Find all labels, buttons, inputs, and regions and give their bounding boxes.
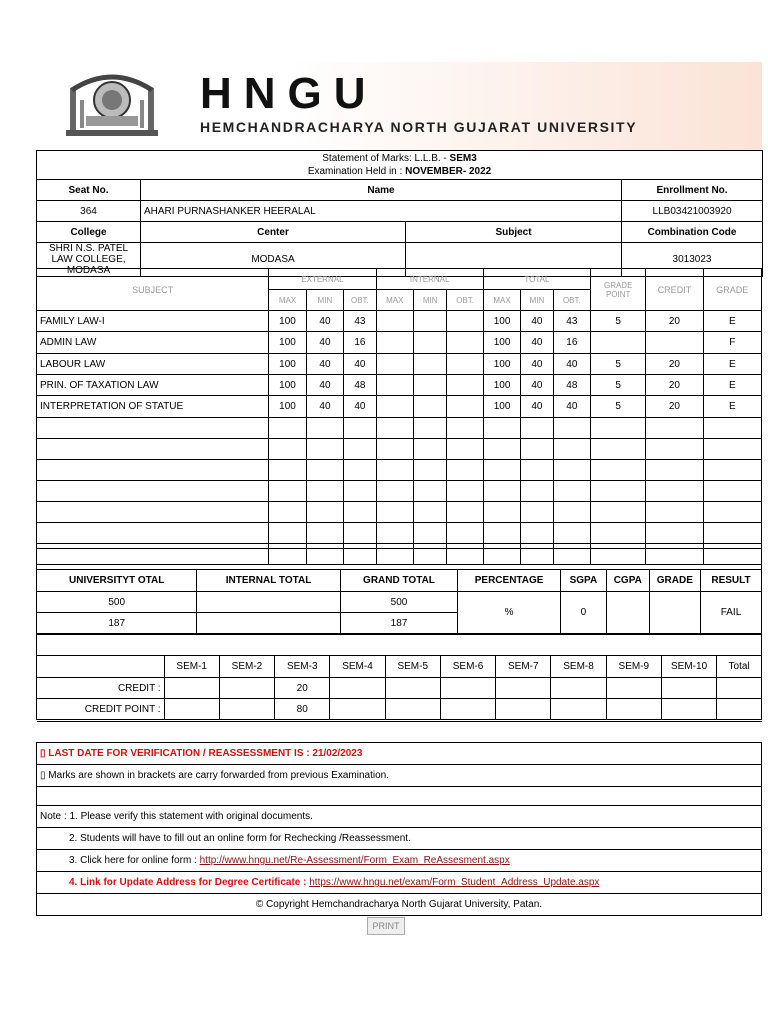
statement-title — [37, 151, 763, 180]
marks-cell-empty — [37, 439, 269, 460]
university-total-header: UNIVERSITYT OTAL — [37, 570, 197, 592]
college-value: SHRI N.S. PATEL LAW COLLEGE, MODASA — [37, 243, 141, 277]
marks-cell-empty — [306, 439, 343, 460]
marks-cell-empty — [483, 439, 520, 460]
marks-cell-empty — [553, 439, 591, 460]
grade-point-header: GRADE POINT — [591, 269, 646, 311]
marks-cell-empty — [37, 481, 269, 502]
combination-code-header: Combination Code — [622, 222, 763, 243]
credit-point-row-cell — [440, 699, 495, 720]
marks-cell-int-obt — [447, 375, 483, 396]
tot-min-header: MIN — [521, 290, 553, 311]
marks-cell-empty — [344, 481, 376, 502]
marks-cell-gp — [591, 332, 646, 354]
marks-cell-gp: 5 — [591, 354, 646, 375]
semester-header: SEM-2 — [219, 656, 274, 678]
marks-cell-empty — [521, 439, 553, 460]
marks-cell-credit: 20 — [646, 375, 703, 396]
marks-cell-int-max — [376, 354, 413, 375]
last-date-notice — [37, 743, 762, 765]
subject-header: Subject — [406, 222, 622, 243]
credit-row-cell — [385, 678, 440, 699]
marks-cell-ext-min: 40 — [306, 375, 343, 396]
university-total-max: 500 — [37, 592, 197, 613]
grade-summary-header: GRADE — [649, 570, 700, 592]
enrollment-header: Enrollment No. — [622, 180, 763, 201]
credit-row-label: CREDIT : — [37, 678, 165, 699]
spacer-cell — [37, 635, 762, 656]
marks-cell-int-min — [414, 332, 447, 354]
marks-cell-grade: E — [703, 354, 761, 375]
credit-row-cell — [606, 678, 661, 699]
marks-cell-empty — [646, 460, 703, 481]
semester-header: SEM-5 — [385, 656, 440, 678]
marks-cell-credit: 20 — [646, 354, 703, 375]
marks-cell-tot-max: 100 — [483, 311, 520, 332]
marks-cell-empty — [306, 502, 343, 523]
semester-header: SEM-6 — [440, 656, 495, 678]
summary-table — [36, 569, 762, 634]
marks-cell-empty — [703, 460, 761, 481]
marks-cell-empty — [553, 460, 591, 481]
notices-table — [36, 721, 762, 916]
note-4 — [37, 872, 762, 894]
semester-header: SEM-8 — [551, 656, 606, 678]
marks-cell-empty — [483, 481, 520, 502]
note-2: 2. Students will have to fill out an online form for Rechecking /Reassessment. — [37, 828, 762, 850]
marks-cell-empty — [591, 460, 646, 481]
marks-cell-empty — [483, 418, 520, 439]
print-button[interactable]: PRINT — [367, 917, 405, 935]
int-min-header: MIN — [414, 290, 447, 311]
marks-cell-int-max — [376, 375, 413, 396]
marks-cell-grade: E — [703, 375, 761, 396]
university-full-name: HEMCHANDRACHARYA NORTH GUJARAT UNIVERSITY — [200, 119, 638, 135]
marks-cell-empty — [447, 523, 483, 544]
sgpa-value: 0 — [560, 592, 606, 634]
combination-code-value: 3013023 — [622, 243, 763, 277]
student-info-table — [36, 150, 763, 277]
spacer-cell — [37, 549, 762, 570]
marks-cell-tot-min: 40 — [521, 375, 553, 396]
marks-cell-credit — [646, 332, 703, 354]
marks-cell-ext-max: 100 — [269, 354, 306, 375]
student-name-value: AHARI PURNASHANKER HEERALAL — [141, 201, 622, 222]
marks-cell-empty — [269, 523, 306, 544]
marks-cell-empty — [591, 418, 646, 439]
marks-cell-ext-max: 100 — [269, 332, 306, 354]
marks-cell-empty — [376, 481, 413, 502]
college-header: College — [37, 222, 141, 243]
marks-cell-empty — [269, 502, 306, 523]
marks-row-empty — [37, 460, 762, 481]
marks-cell-empty — [447, 460, 483, 481]
credit-header: CREDIT — [646, 269, 703, 311]
marks-cell-empty — [269, 439, 306, 460]
university-logo-icon — [62, 70, 162, 138]
marks-cell-subject: PRIN. OF TAXATION LAW — [37, 375, 269, 396]
marks-row-empty — [37, 418, 762, 439]
marks-cell-int-min — [414, 354, 447, 375]
credit-row-cell — [551, 678, 606, 699]
marks-cell-grade: F — [703, 332, 761, 354]
internal-header: INTERNAL — [376, 269, 483, 290]
ext-max-header: MAX — [269, 290, 306, 311]
notice-bullet-icon: ▯ — [40, 770, 46, 781]
credit-point-row-cell — [551, 699, 606, 720]
marks-cell-empty — [483, 460, 520, 481]
marks-cell-int-min — [414, 375, 447, 396]
marks-cell-credit: 20 — [646, 396, 703, 418]
marks-cell-empty — [703, 439, 761, 460]
credit-row-cell — [496, 678, 551, 699]
marks-cell-empty — [553, 481, 591, 502]
marks-cell-tot-max: 100 — [483, 396, 520, 418]
marks-cell-empty — [344, 523, 376, 544]
marks-cell-empty — [306, 523, 343, 544]
sgpa-header: SGPA — [560, 570, 606, 592]
marks-cell-empty — [376, 460, 413, 481]
tot-max-header: MAX — [483, 290, 520, 311]
marks-cell-tot-obt: 40 — [553, 354, 591, 375]
marks-cell-empty — [37, 460, 269, 481]
marks-cell-int-min — [414, 396, 447, 418]
credit-point-row-cell — [219, 699, 274, 720]
credit-point-row-cell — [606, 699, 661, 720]
semester-header: SEM-3 — [275, 656, 330, 678]
center-header: Center — [141, 222, 406, 243]
brackets-notice — [37, 765, 762, 787]
marks-cell-empty — [414, 418, 447, 439]
marks-cell-empty — [646, 439, 703, 460]
marks-cell-ext-max: 100 — [269, 396, 306, 418]
marks-row — [37, 311, 762, 332]
marks-cell-empty — [703, 418, 761, 439]
marks-cell-grade: E — [703, 311, 761, 332]
marks-cell-tot-max: 100 — [483, 332, 520, 354]
result-value: FAIL — [700, 592, 761, 634]
marks-cell-empty — [306, 481, 343, 502]
internal-total-header: INTERNAL TOTAL — [197, 570, 340, 592]
marks-cell-ext-max: 100 — [269, 375, 306, 396]
marks-cell-int-max — [376, 311, 413, 332]
marks-cell-empty — [646, 523, 703, 544]
marks-cell-empty — [447, 418, 483, 439]
credit-row — [37, 678, 762, 699]
marks-cell-empty — [376, 439, 413, 460]
semester-credit-table — [36, 655, 762, 720]
seat-no-value: 364 — [37, 201, 141, 222]
credit-row-cell — [330, 678, 385, 699]
marks-cell-empty — [521, 481, 553, 502]
copyright: © Copyright Hemchandracharya North Gujarat University, Patan. — [37, 894, 762, 916]
marks-cell-empty — [414, 481, 447, 502]
semester-header: SEM-4 — [330, 656, 385, 678]
exam-held-label: Examination Held in : — [307, 166, 403, 177]
marks-cell-int-obt — [447, 311, 483, 332]
marks-cell-empty — [37, 523, 269, 544]
marks-cell-tot-obt: 48 — [553, 375, 591, 396]
credit-row-cell: 20 — [275, 678, 330, 699]
marks-cell-tot-min: 40 — [521, 396, 553, 418]
grand-total-header: GRAND TOTAL — [340, 570, 458, 592]
marks-cell-empty — [376, 418, 413, 439]
marks-cell-empty — [344, 439, 376, 460]
credit-row-cell — [164, 678, 219, 699]
grade-value — [649, 592, 700, 634]
marks-cell-empty — [703, 502, 761, 523]
credit-point-row — [37, 699, 762, 720]
marks-row — [37, 375, 762, 396]
marks-cell-empty — [37, 502, 269, 523]
marks-cell-tot-max: 100 — [483, 354, 520, 375]
marks-row — [37, 396, 762, 418]
marks-cell-empty — [646, 481, 703, 502]
credit-row-cell — [440, 678, 495, 699]
marks-cell-empty — [269, 418, 306, 439]
marks-cell-tot-max: 100 — [483, 375, 520, 396]
marks-cell-empty — [447, 439, 483, 460]
marks-cell-empty — [447, 481, 483, 502]
marks-subject-header: SUBJECT — [37, 269, 269, 311]
semester-label: SEM3 — [449, 153, 477, 164]
marks-cell-credit: 20 — [646, 311, 703, 332]
marks-cell-ext-obt: 16 — [344, 332, 376, 354]
note-3 — [37, 850, 762, 872]
semester-header-row — [37, 656, 762, 678]
marks-cell-empty — [414, 523, 447, 544]
spacer-1 — [36, 548, 762, 570]
marks-cell-ext-obt: 40 — [344, 396, 376, 418]
cgpa-header: CGPA — [606, 570, 649, 592]
last-date-text: LAST DATE FOR VERIFICATION / REASSESSMENT IS : 21/02/2023 — [48, 748, 363, 759]
marks-cell-subject: FAMILY LAW-I — [37, 311, 269, 332]
credit-row-cell — [219, 678, 274, 699]
grand-total-obt: 187 — [340, 613, 458, 634]
university-total-obt: 187 — [37, 613, 197, 634]
marks-cell-empty — [703, 481, 761, 502]
marks-cell-int-obt — [447, 332, 483, 354]
marks-row-empty — [37, 523, 762, 544]
marks-cell-tot-obt: 43 — [553, 311, 591, 332]
semester-corner-cell — [37, 656, 165, 678]
marks-cell-empty — [646, 418, 703, 439]
marks-cell-empty — [414, 502, 447, 523]
marks-cell-tot-obt: 40 — [553, 396, 591, 418]
marks-cell-ext-min: 40 — [306, 332, 343, 354]
semester-credit-body — [37, 656, 762, 720]
percentage-header: PERCENTAGE — [458, 570, 561, 592]
marks-cell-ext-obt: 40 — [344, 354, 376, 375]
university-short-name: HNGU — [200, 69, 378, 118]
note-4-label: 4. Link for Update Address for Degree Certificate : — [69, 877, 307, 888]
marks-cell-tot-min: 40 — [521, 332, 553, 354]
name-header: Name — [141, 180, 622, 201]
marks-cell-int-min — [414, 311, 447, 332]
grade-header: GRADE — [703, 269, 761, 311]
marks-row-empty — [37, 439, 762, 460]
marks-cell-ext-min: 40 — [306, 354, 343, 375]
credit-point-row-cell — [496, 699, 551, 720]
semester-header: SEM-7 — [496, 656, 551, 678]
marks-cell-int-obt — [447, 396, 483, 418]
marks-cell-empty — [521, 418, 553, 439]
semester-header: SEM-1 — [164, 656, 219, 678]
address-update-link[interactable]: https://www.hngu.net/exam/Form_Student_Address_Update.aspx — [309, 877, 600, 888]
marks-cell-subject: ADMIN LAW — [37, 332, 269, 354]
credit-point-row-cell — [385, 699, 440, 720]
total-header: TOTAL — [483, 269, 590, 290]
marks-cell-empty — [306, 418, 343, 439]
marks-cell-empty — [521, 523, 553, 544]
marks-cell-empty — [414, 460, 447, 481]
marks-cell-subject: INTERPRETATION OF STATUE — [37, 396, 269, 418]
marks-cell-empty — [414, 439, 447, 460]
grand-total-max: 500 — [340, 592, 458, 613]
marks-table — [36, 268, 762, 565]
marks-cell-ext-min: 40 — [306, 396, 343, 418]
int-obt-header: OBT. — [447, 290, 483, 311]
marks-cell-ext-obt: 48 — [344, 375, 376, 396]
marks-cell-subject: LABOUR LAW — [37, 354, 269, 375]
marks-cell-empty — [521, 502, 553, 523]
notice-spacer-2 — [37, 787, 762, 806]
reassessment-form-link[interactable]: http://www.hngu.net/Re-Assessment/Form_Exam_ReAssesment.aspx — [199, 855, 510, 866]
percentage-value: % — [458, 592, 561, 634]
marks-cell-gp: 5 — [591, 396, 646, 418]
marks-cell-empty — [37, 418, 269, 439]
marks-cell-empty — [591, 502, 646, 523]
marks-cell-empty — [483, 523, 520, 544]
marks-cell-empty — [591, 439, 646, 460]
center-value: MODASA — [141, 243, 406, 277]
ext-min-header: MIN — [306, 290, 343, 311]
external-header: EXTERNAL — [269, 269, 376, 290]
marks-cell-empty — [646, 502, 703, 523]
credit-point-row-cell — [661, 699, 716, 720]
marks-body — [37, 311, 762, 565]
marks-row-empty — [37, 481, 762, 502]
marks-cell-empty — [483, 502, 520, 523]
note-3-label: 3. Click here for online form : — [69, 855, 197, 866]
enrollment-value: LLB03421003920 — [622, 201, 763, 222]
marks-cell-empty — [591, 523, 646, 544]
marks-cell-empty — [344, 418, 376, 439]
credit-point-row-cell: 80 — [275, 699, 330, 720]
ext-obt-header: OBT. — [344, 290, 376, 311]
marks-cell-int-max — [376, 332, 413, 354]
statement-title-line1: Statement of Marks: L.L.B. - — [322, 153, 447, 164]
marks-cell-int-obt — [447, 354, 483, 375]
credit-row-cell — [661, 678, 716, 699]
brackets-text: Marks are shown in brackets are carry forwarded from previous Examination. — [48, 770, 389, 781]
result-header: RESULT — [700, 570, 761, 592]
notice-bullet-icon: ▯ — [40, 748, 46, 759]
marks-cell-empty — [376, 502, 413, 523]
credit-point-row-cell — [717, 699, 762, 720]
credit-point-row-cell — [164, 699, 219, 720]
exam-held-value: NOVEMBER- 2022 — [405, 166, 492, 177]
semester-header: SEM-10 — [661, 656, 716, 678]
marks-cell-empty — [306, 460, 343, 481]
semester-header: SEM-9 — [606, 656, 661, 678]
notice-spacer — [37, 722, 762, 743]
note-1: Note : 1. Please verify this statement with original documents. — [37, 806, 762, 828]
credit-point-row-cell — [330, 699, 385, 720]
spacer-2 — [36, 634, 762, 656]
marks-cell-tot-obt: 16 — [553, 332, 591, 354]
marks-cell-empty — [703, 523, 761, 544]
marks-cell-empty — [553, 418, 591, 439]
marks-row — [37, 354, 762, 375]
marks-cell-empty — [376, 523, 413, 544]
marks-cell-empty — [553, 502, 591, 523]
internal-total-max — [197, 592, 340, 613]
tot-obt-header: OBT. — [553, 290, 591, 311]
marks-cell-int-max — [376, 396, 413, 418]
seat-no-header: Seat No. — [37, 180, 141, 201]
marks-cell-ext-max: 100 — [269, 311, 306, 332]
cgpa-value — [606, 592, 649, 634]
marks-cell-empty — [447, 502, 483, 523]
marks-cell-empty — [269, 460, 306, 481]
marks-cell-empty — [521, 460, 553, 481]
semester-header: Total — [717, 656, 762, 678]
credit-point-row-label: CREDIT POINT : — [37, 699, 165, 720]
marks-row — [37, 332, 762, 354]
int-max-header: MAX — [376, 290, 413, 311]
marks-cell-gp: 5 — [591, 375, 646, 396]
marks-cell-empty — [591, 481, 646, 502]
marks-cell-empty — [269, 481, 306, 502]
marks-cell-ext-obt: 43 — [344, 311, 376, 332]
marks-cell-grade: E — [703, 396, 761, 418]
marks-cell-ext-min: 40 — [306, 311, 343, 332]
marks-cell-tot-min: 40 — [521, 311, 553, 332]
marks-cell-empty — [344, 502, 376, 523]
marks-cell-tot-min: 40 — [521, 354, 553, 375]
credit-row-cell — [717, 678, 762, 699]
marks-cell-empty — [553, 523, 591, 544]
marks-cell-gp: 5 — [591, 311, 646, 332]
marks-row-empty — [37, 502, 762, 523]
internal-total-obt — [197, 613, 340, 634]
marks-cell-empty — [344, 460, 376, 481]
